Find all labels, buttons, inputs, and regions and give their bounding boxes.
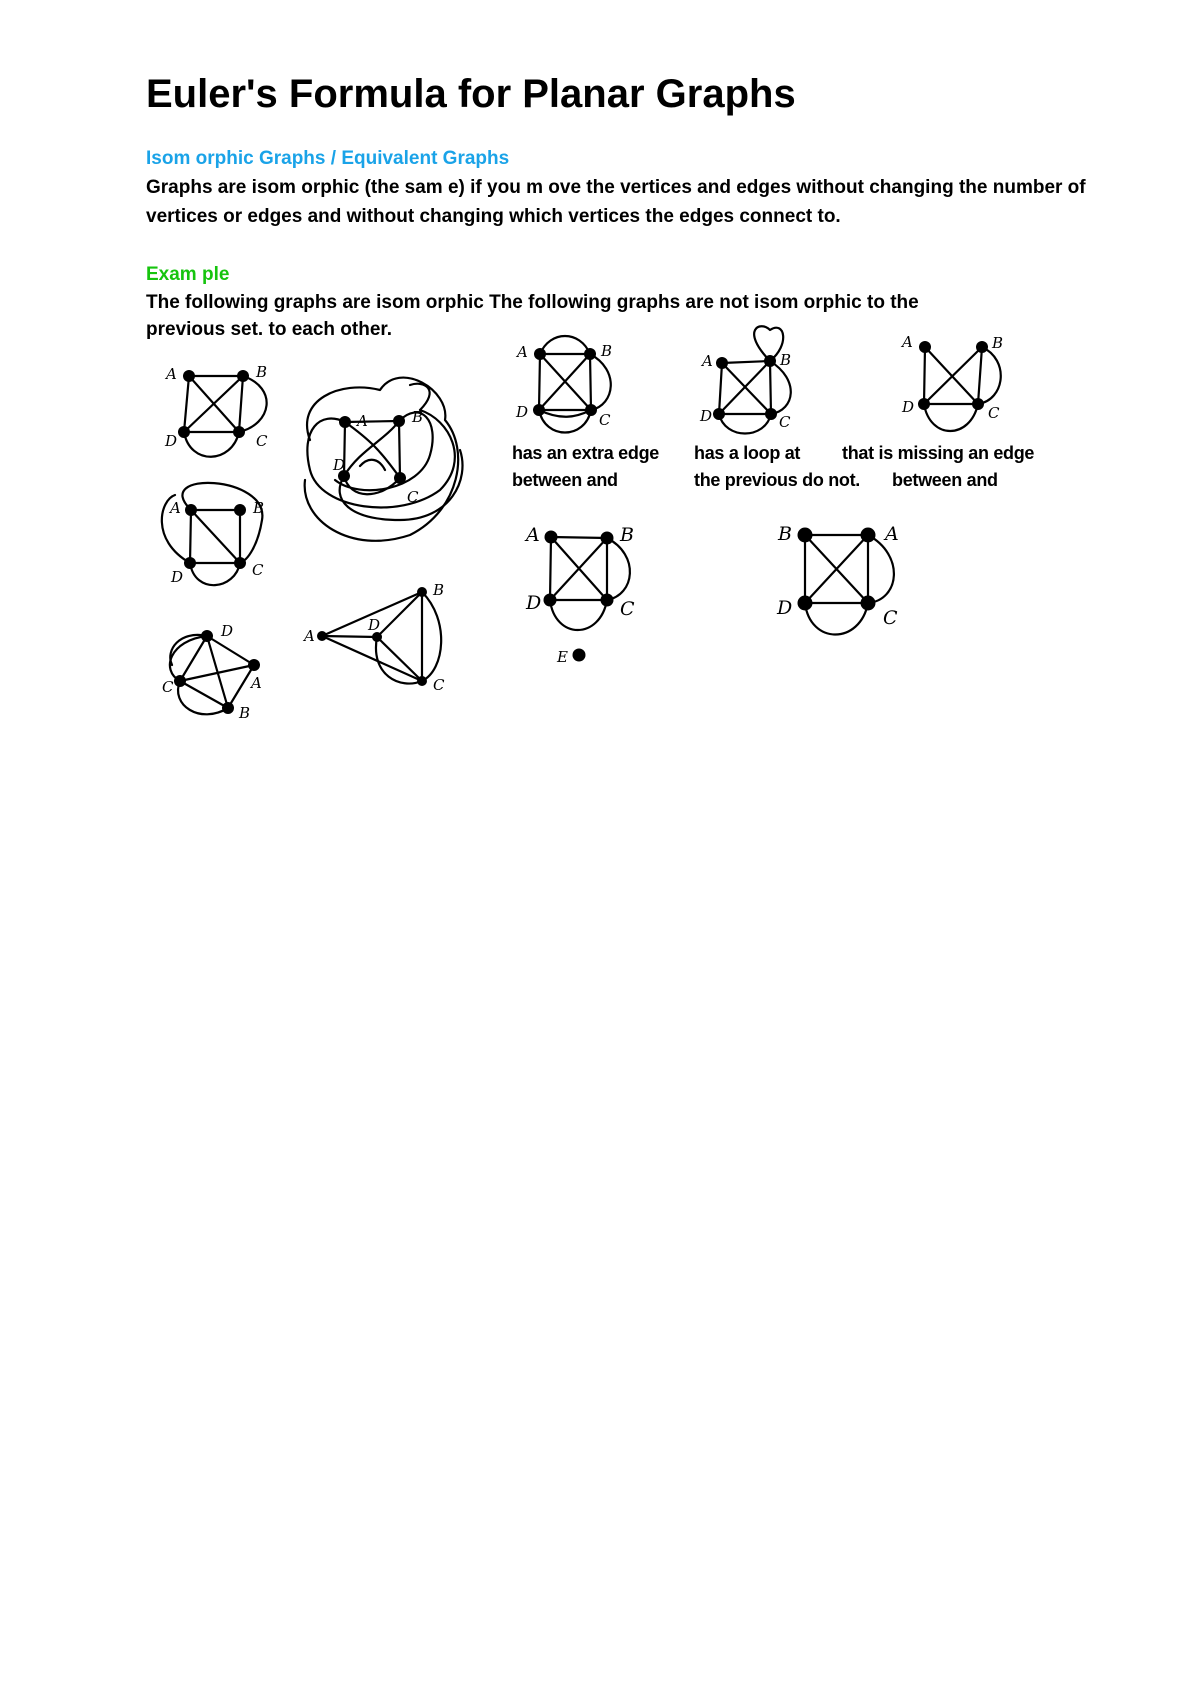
graph-isomorphic-3 xyxy=(162,622,262,722)
vertex-dot xyxy=(222,702,234,714)
vertex-label: B xyxy=(620,524,634,546)
vertex-dot xyxy=(417,587,427,597)
vertex-dot xyxy=(861,528,876,543)
vertex-label: C xyxy=(620,598,635,620)
vertex-dot xyxy=(201,630,213,642)
vertex-label: D xyxy=(171,568,184,586)
graph-loop xyxy=(699,326,791,433)
vertex-label: B xyxy=(239,704,251,722)
vertex-label: D xyxy=(516,403,529,421)
definition-text: Graphs are isom orphic (the sam e) if you m ove the vertices and edges without changing the number of vertices or edges and without changing which vertices the edges connect to. xyxy=(146,177,1086,227)
vertex-label: A xyxy=(702,352,713,370)
vertex-label: C xyxy=(883,607,898,629)
graph-figures xyxy=(0,0,1200,760)
vertex-label: C xyxy=(162,678,174,696)
caption-missing-edge-line-2: between and xyxy=(892,470,998,490)
vertex-label: C xyxy=(433,676,445,694)
vertex-dot xyxy=(234,504,246,516)
vertex-label: C xyxy=(252,561,264,579)
vertex-dot xyxy=(976,341,988,353)
vertex-dot xyxy=(237,370,249,382)
graph-missing-edge xyxy=(900,333,1003,431)
vertex-label: C xyxy=(599,411,611,429)
vertex-dot xyxy=(184,557,196,569)
example-heading: Exam ple xyxy=(146,264,230,285)
vertex-label: B xyxy=(780,351,792,369)
vertex-label: A xyxy=(166,365,177,383)
vertex-dot xyxy=(393,415,405,427)
graph-isomorphic-5 xyxy=(302,581,445,694)
vertex-dot xyxy=(972,398,984,410)
vertex-dot xyxy=(233,426,245,438)
caption-loop-line-2: the previous do not. xyxy=(694,470,861,490)
caption-loop-line-1: has a loop at xyxy=(694,443,801,463)
vertex-label: A xyxy=(526,524,540,546)
page-title: Euler's Formula for Planar Graphs xyxy=(146,72,796,116)
graph-relabeled xyxy=(776,523,899,635)
vertex-label: A xyxy=(902,333,913,351)
example-text-line-1: The following graphs are isom orphic The following graphs are not isom orphic to the xyxy=(146,292,919,313)
example-text-line-2: previous set. to each other. xyxy=(146,319,393,340)
vertex-dot xyxy=(798,528,813,543)
vertex-dot xyxy=(601,532,614,545)
vertex-label: A xyxy=(517,343,528,361)
vertex-label: A xyxy=(357,412,368,430)
vertex-label: C xyxy=(256,432,268,450)
vertex-label: D xyxy=(902,398,915,416)
vertex-label: A xyxy=(304,627,315,645)
vertex-label: C xyxy=(988,404,1000,422)
vertex-dot xyxy=(248,659,260,671)
vertex-dot xyxy=(339,416,351,428)
vertex-dot xyxy=(713,408,725,420)
vertex-label: D xyxy=(333,456,346,474)
vertex-label: B xyxy=(778,523,792,545)
vertex-label: A xyxy=(251,674,262,692)
vertex-label: C xyxy=(407,488,419,506)
graph-isomorphic-4 xyxy=(305,378,463,541)
section-heading: Isom orphic Graphs / Equivalent Graphs xyxy=(146,148,510,169)
graph-isolated-vertex xyxy=(524,524,635,666)
vertex-dot xyxy=(178,426,190,438)
vertex-dot xyxy=(183,370,195,382)
vertex-dot xyxy=(417,676,427,686)
vertex-dot xyxy=(534,348,546,360)
vertex-dot xyxy=(394,472,406,484)
vertex-dot xyxy=(861,596,876,611)
vertex-label: A xyxy=(885,523,899,545)
vertex-dot xyxy=(533,404,545,416)
vertex-label: D xyxy=(165,432,178,450)
vertex-dot xyxy=(918,398,930,410)
vertex-dot xyxy=(716,357,728,369)
vertex-label: C xyxy=(779,413,791,431)
graph-isomorphic-2 xyxy=(162,483,264,586)
vertex-dot xyxy=(765,408,777,420)
vertex-dot xyxy=(585,404,597,416)
vertex-label: A xyxy=(170,499,181,517)
vertex-label: B xyxy=(256,363,268,381)
vertex-dot xyxy=(601,594,614,607)
vertex-label: D xyxy=(368,616,381,634)
vertex-dot xyxy=(764,355,776,367)
vertex-dot xyxy=(185,504,197,516)
vertex-label: D xyxy=(777,597,793,619)
vertex-label: B xyxy=(433,581,445,599)
vertex-label: B xyxy=(992,334,1004,352)
vertex-dot xyxy=(584,348,596,360)
vertex-dot xyxy=(317,631,327,641)
graph-isomorphic-1 xyxy=(164,363,268,457)
vertex-dot xyxy=(545,531,558,544)
vertex-dot xyxy=(573,649,586,662)
vertex-label: D xyxy=(700,407,713,425)
caption-missing-edge-line-1: that is missing an edge xyxy=(842,443,1035,463)
vertex-label: E xyxy=(557,648,568,666)
vertex-dot xyxy=(234,557,246,569)
graph-extra-edge xyxy=(515,336,612,433)
caption-extra-edge-line-1: has an extra edge xyxy=(512,443,659,463)
vertex-dot xyxy=(544,594,557,607)
caption-extra-edge-line-2: between and xyxy=(512,470,618,490)
vertex-dot xyxy=(798,596,813,611)
vertex-label: B xyxy=(253,499,265,517)
vertex-label: D xyxy=(526,592,542,614)
vertex-dot xyxy=(919,341,931,353)
vertex-label: B xyxy=(412,408,424,426)
vertex-dot xyxy=(174,675,186,687)
vertex-label: D xyxy=(221,622,234,640)
vertex-label: B xyxy=(601,342,613,360)
